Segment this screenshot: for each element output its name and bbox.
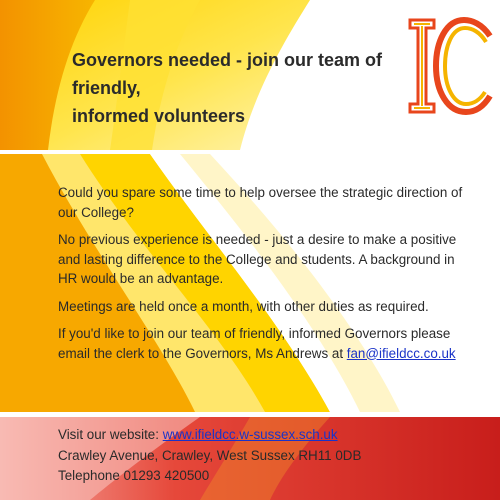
- header-divider: [0, 150, 500, 154]
- contact-text: If you'd like to join our team of friendly, informed Governors please email the clerk to the Governors, Ms Andrews at: [58, 326, 451, 361]
- headline-line-2: informed volunteers: [72, 106, 246, 126]
- body-content: [58, 183, 468, 371]
- footer-divider: [0, 412, 500, 417]
- paragraph-experience: No previous experience is needed - just a desire to make a positive and lasting difference to the College and students. A background in HR would be an advantage.: [58, 232, 457, 286]
- website-link[interactable]: www.ifieldcc.w-sussex.sch.uk: [162, 427, 338, 442]
- paragraph-contact: [58, 324, 468, 363]
- website-label: Visit our website:: [58, 427, 163, 442]
- website-line: [58, 425, 478, 446]
- headline-line-1: Governors needed - join our team of friendly,: [72, 50, 383, 98]
- telephone-text: Telephone 01293 420500: [58, 468, 210, 483]
- email-link[interactable]: fan@ifieldcc.co.uk: [346, 345, 456, 361]
- paragraph-time: Could you spare some time to help oversee the strategic direction of our College?: [58, 185, 463, 220]
- headline: [72, 46, 412, 130]
- ic-logo-icon: [406, 14, 494, 118]
- footer-info: [58, 425, 478, 487]
- paragraph-meetings: Meetings are held once a month, with other duties as required.: [58, 298, 429, 314]
- address-text: Crawley Avenue, Crawley, West Sussex RH11 0DB: [58, 447, 362, 463]
